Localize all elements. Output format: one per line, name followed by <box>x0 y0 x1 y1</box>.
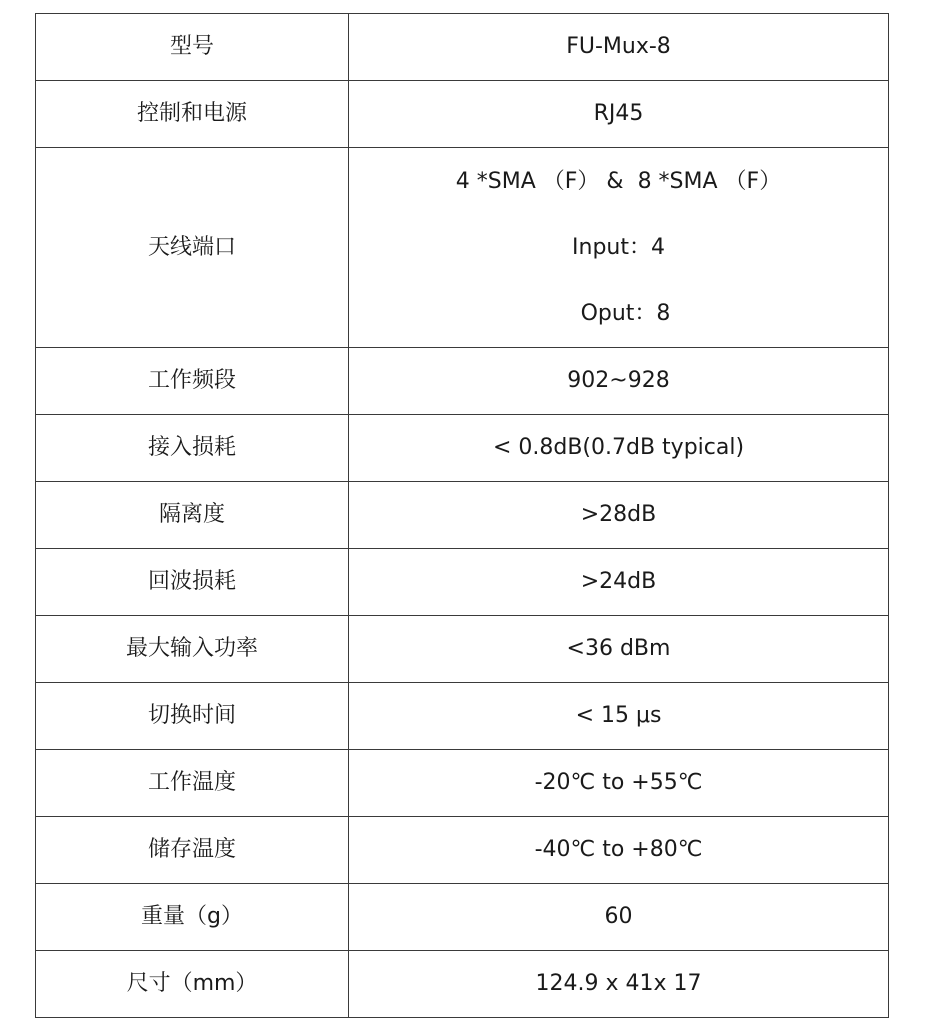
spec-value <box>349 415 889 482</box>
spec-table <box>35 13 889 1018</box>
spec-value-line: -20℃ to +55℃ <box>534 770 703 795</box>
table-row <box>36 81 889 148</box>
spec-label: 工作温度 <box>36 750 349 817</box>
spec-value-line: Input：4 <box>572 234 665 260</box>
spec-value <box>349 683 889 750</box>
table-row <box>36 348 889 415</box>
spec-value <box>349 81 889 148</box>
spec-value-line: -40℃ to +80℃ <box>534 837 703 862</box>
spec-label: 型号 <box>36 14 349 81</box>
spec-value-line: Oput：8 <box>566 300 671 326</box>
spec-label: 重量（g） <box>36 884 349 951</box>
spec-value <box>349 616 889 683</box>
spec-value <box>349 348 889 415</box>
table-row <box>36 951 889 1018</box>
spec-label: 隔离度 <box>36 482 349 549</box>
spec-value-line: >28dB <box>580 502 657 527</box>
spec-value-line: FU-Mux-8 <box>566 34 671 59</box>
table-row <box>36 683 889 750</box>
spec-label: 工作频段 <box>36 348 349 415</box>
spec-value <box>349 951 889 1018</box>
spec-value <box>349 549 889 616</box>
spec-value <box>349 482 889 549</box>
spec-label: 最大输入功率 <box>36 616 349 683</box>
spec-value-line: 902~928 <box>567 368 670 393</box>
table-row <box>36 549 889 616</box>
spec-label: 控制和电源 <box>36 81 349 148</box>
spec-value <box>349 14 889 81</box>
spec-value-line: 60 <box>604 904 633 929</box>
table-row <box>36 884 889 951</box>
table-row <box>36 750 889 817</box>
table-row <box>36 482 889 549</box>
spec-value <box>349 750 889 817</box>
spec-value <box>349 817 889 884</box>
spec-label: 天线端口 <box>36 148 349 348</box>
spec-label: 回波损耗 <box>36 549 349 616</box>
table-row <box>36 148 889 348</box>
spec-value <box>349 148 889 348</box>
spec-value-line: RJ45 <box>593 101 644 126</box>
spec-label: 切换时间 <box>36 683 349 750</box>
spec-value-line: < 15 μs <box>575 703 662 728</box>
spec-value-line: <36 dBm <box>566 636 671 661</box>
spec-value-line: 4 *SMA （F） & 8 *SMA （F） <box>455 168 782 194</box>
table-row <box>36 14 889 81</box>
spec-label: 接入损耗 <box>36 415 349 482</box>
spec-value-line: < 0.8dB(0.7dB typical) <box>492 435 745 460</box>
spec-value-line: 124.9 x 41x 17 <box>535 971 702 996</box>
spec-label: 尺寸（mm） <box>36 951 349 1018</box>
spec-value-line: >24dB <box>580 569 657 594</box>
spec-label: 储存温度 <box>36 817 349 884</box>
spec-value <box>349 884 889 951</box>
table-row <box>36 616 889 683</box>
table-row <box>36 817 889 884</box>
table-row <box>36 415 889 482</box>
